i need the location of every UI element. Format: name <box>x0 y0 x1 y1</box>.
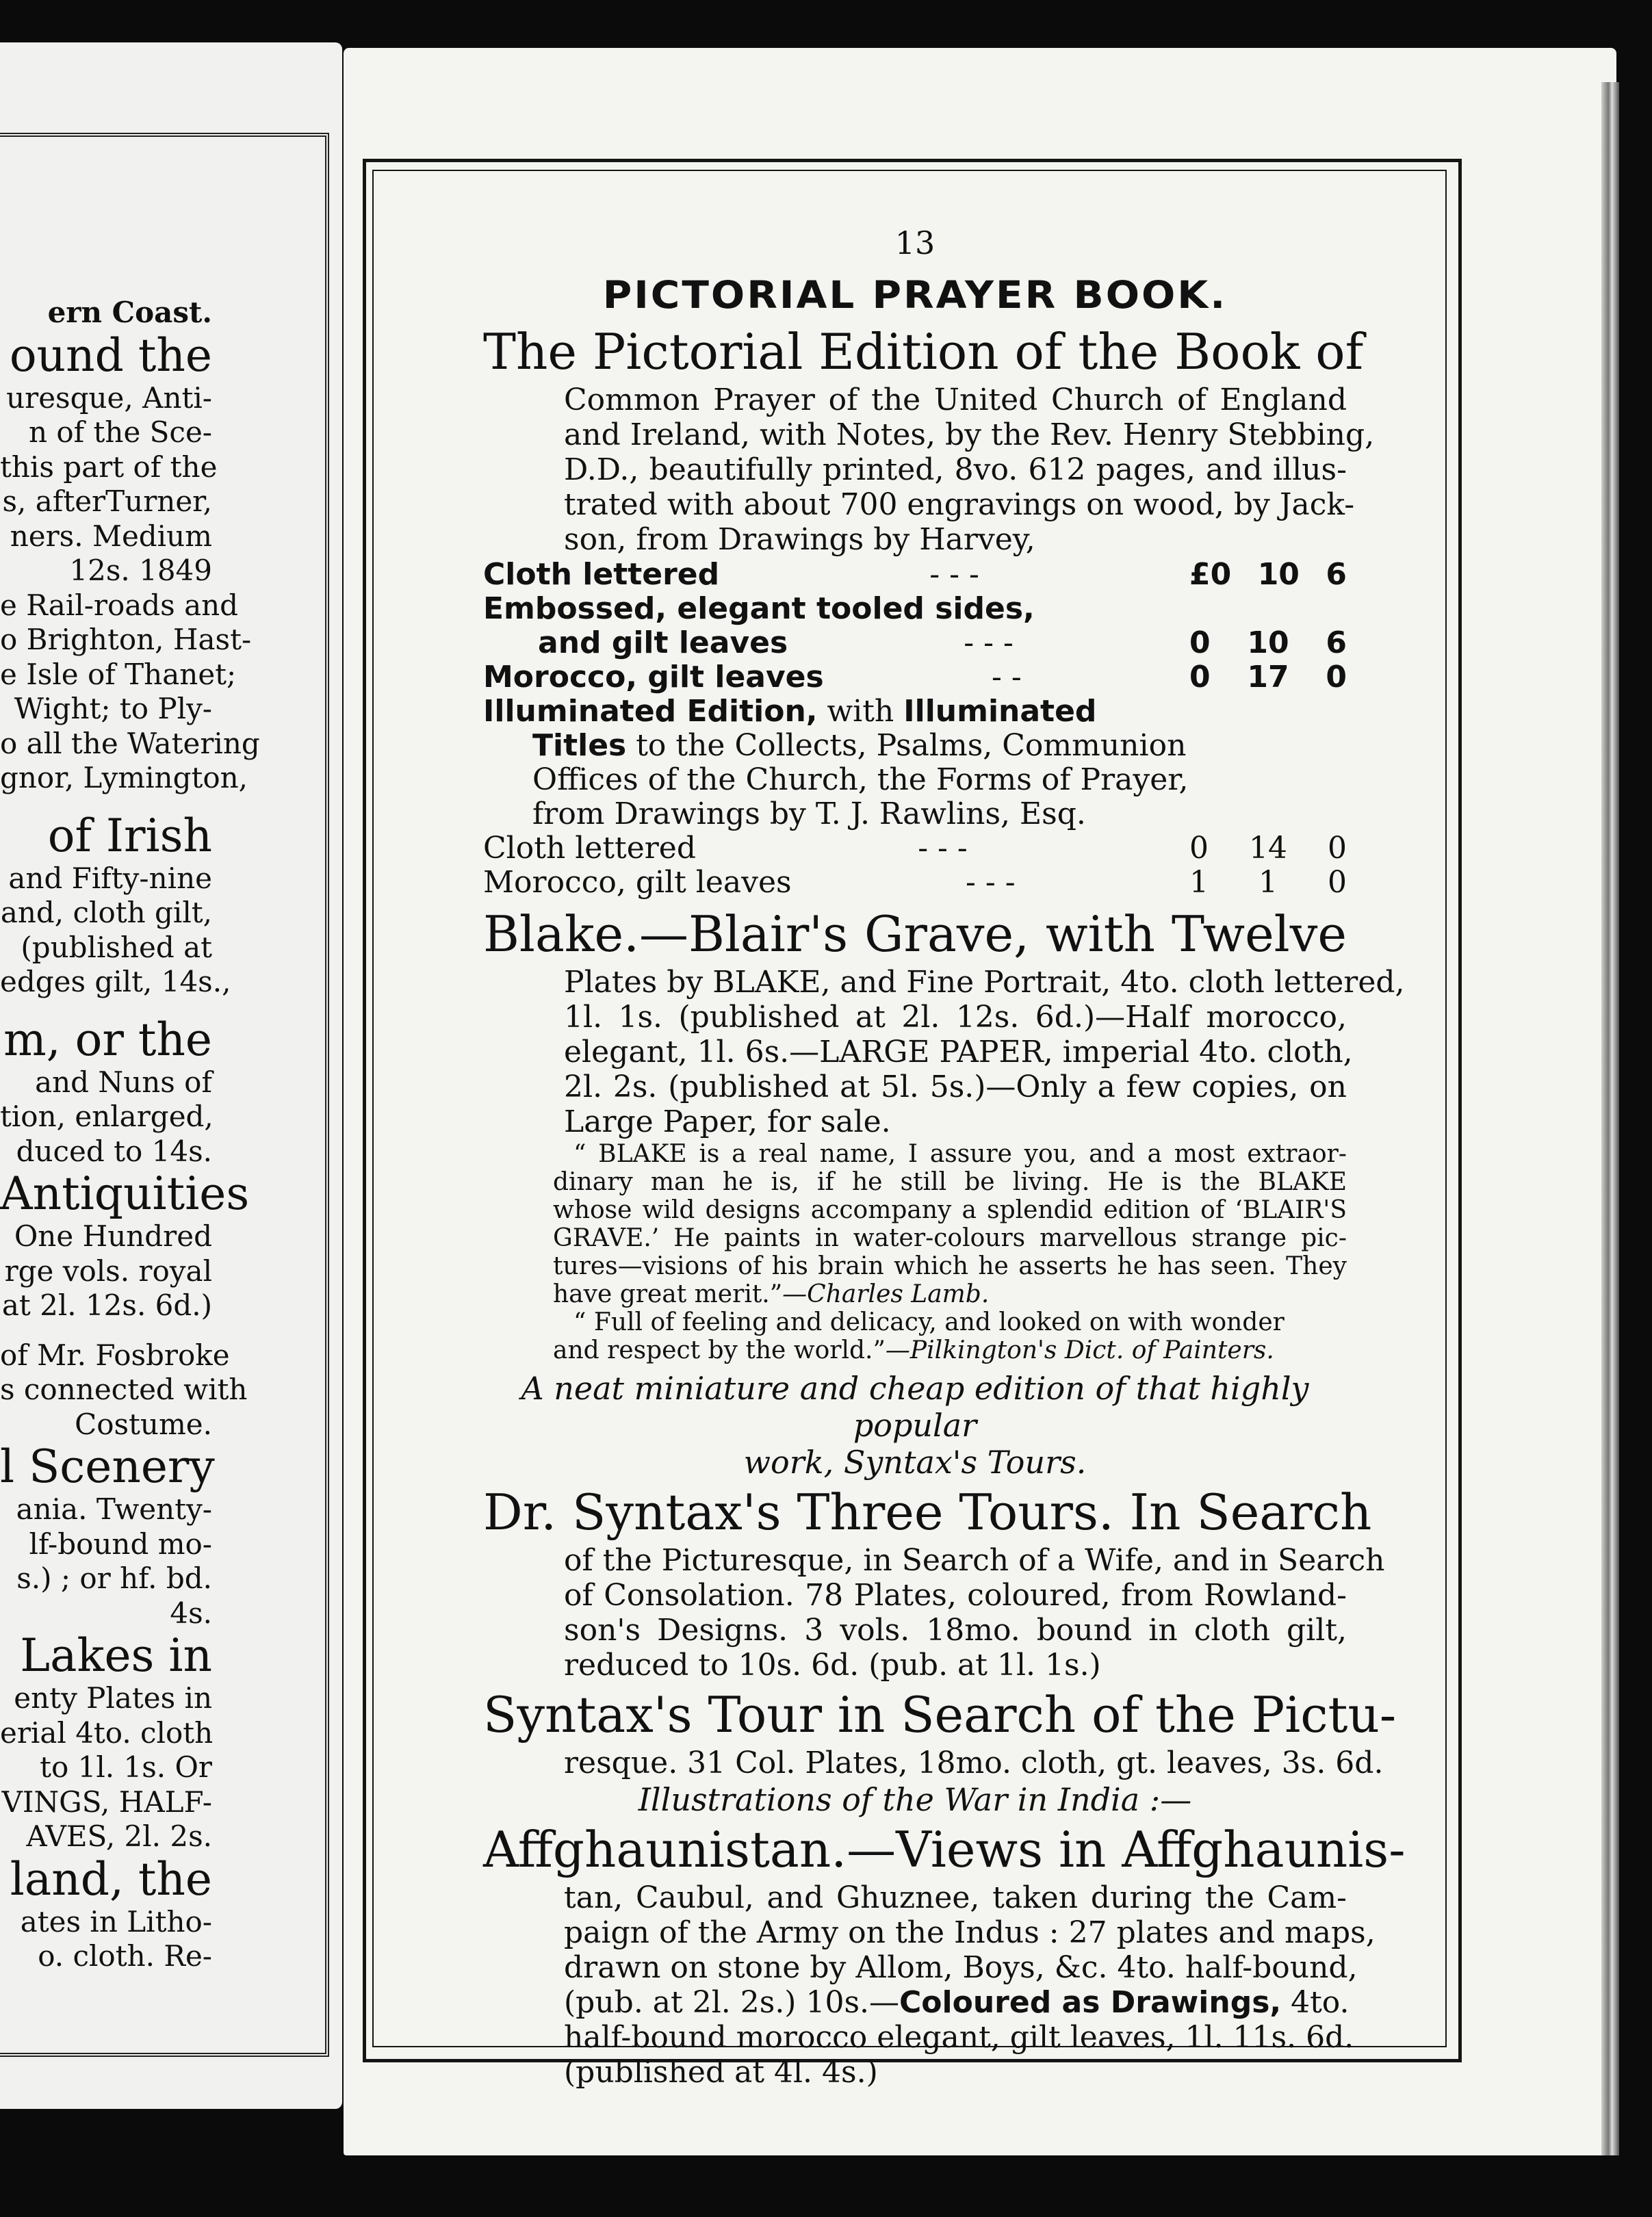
previous-page-line: o all the Watering <box>0 726 260 760</box>
price-row <box>483 831 1347 866</box>
illuminated-text: Offices of the Church, the Forms of Prayer, <box>532 762 1189 797</box>
previous-page-line: m, or the <box>3 1013 212 1066</box>
illuminated-text: to the Collects, Psalms, Communion <box>626 728 1187 763</box>
entry-line: 2l. 2s. (published at 5l. 5s.)—Only a few copies, on <box>564 1069 1347 1104</box>
price-label: Morocco, gilt leaves <box>483 660 824 695</box>
previous-page-line: ners. Medium <box>10 519 212 553</box>
entry-blake-blairs-grave <box>483 903 1405 1364</box>
price-dashes: - - - <box>964 625 1014 660</box>
price-shillings: 1 <box>1259 865 1278 900</box>
previous-page-line: this part of the <box>0 450 218 484</box>
previous-page-line: ound the <box>9 328 212 382</box>
price-pounds: 0 <box>1189 831 1209 866</box>
illuminated-line <box>532 797 1347 831</box>
previous-page-line: uresque, Anti- <box>6 380 212 415</box>
note-syntax <box>483 1370 1347 1481</box>
entry-body <box>483 1880 1376 1986</box>
price-dashes: - - - <box>929 557 979 592</box>
quote-line: dinary man he is, if he still be living. He is the BLAKE <box>553 1168 1347 1196</box>
previous-page-line: n of the Sce- <box>28 415 212 449</box>
entry-title: Blake.—Blair's Grave, with Twelve <box>483 905 1347 963</box>
quote-text: have great merit.” <box>553 1280 783 1308</box>
price-row <box>483 592 1347 626</box>
price-value <box>1189 831 1347 866</box>
price-pence: 0 <box>1328 831 1347 866</box>
quote-line: “ BLAKE is a real name, I assure you, and a most extraor- <box>573 1140 1347 1168</box>
price-value <box>1189 626 1347 660</box>
illuminated-line <box>532 763 1347 797</box>
entry-line: Common Prayer of the United Church of England <box>564 383 1347 417</box>
price-value <box>1189 866 1347 900</box>
previous-page-line: Antiquities <box>0 1167 250 1220</box>
previous-page-line: gnor, Lymington, <box>0 761 248 794</box>
page-edge <box>1601 82 1619 2155</box>
entry-line: tan, Caubul, and Ghuznee, taken during the Cam- <box>564 1880 1347 1915</box>
previous-page-line: edges gilt, 14s., <box>0 965 231 998</box>
previous-page <box>0 42 342 2109</box>
previous-page-line: to 1l. 1s. Or <box>40 1750 212 1784</box>
entry-title: The Pictorial Edition of the Book of <box>483 323 1364 380</box>
illuminated-with: with <box>817 694 904 729</box>
price-dashes: - - - <box>918 831 968 866</box>
page-content <box>483 224 1406 2090</box>
price-pounds: 1 <box>1189 865 1209 900</box>
quote-lamb-last <box>483 1280 1347 1308</box>
illuminated-lead: Illuminated Edition, <box>483 694 818 729</box>
entry-body <box>483 383 1375 558</box>
previous-page-line: One Hundred <box>14 1219 212 1253</box>
previous-page-line: at 2l. 12s. 6d.) <box>1 1288 212 1322</box>
note-line: work, Syntax's Tours. <box>743 1444 1087 1481</box>
illuminated-line <box>532 729 1347 763</box>
previous-page-line: l Scenery <box>0 1440 215 1493</box>
previous-page-line: erial 4to. cloth <box>0 1715 214 1750</box>
previous-page-line: Lakes in <box>20 1629 212 1682</box>
previous-page-line: 12s. 1849 <box>69 554 212 587</box>
price-label: Cloth lettered <box>483 831 696 866</box>
price-label: and gilt leaves <box>538 625 788 660</box>
price-shillings: 17 <box>1247 660 1289 695</box>
illuminated-heading <box>483 695 1347 729</box>
price-dashes: - - <box>991 660 1022 695</box>
previous-page-line <box>0 1000 212 1015</box>
previous-page-line: ern Coast. <box>47 296 212 329</box>
entry-line: elegant, 1l. 6s.—LARGE PAPER, imperial 4to. cloth, <box>564 1035 1353 1069</box>
quote-line: GRAVE.’ He paints in water-colours marvellous strange pic- <box>553 1224 1347 1252</box>
price-list-illuminated <box>483 831 1347 900</box>
entry-body <box>483 2020 1354 2090</box>
entry-body <box>483 1543 1385 1683</box>
price-label: Embossed, elegant tooled sides, <box>483 591 1035 626</box>
previous-page-line: AVES, 2l. 2s. <box>26 1819 212 1853</box>
previous-page-line: ates in Litho- <box>20 1904 212 1939</box>
quote-text: and respect by the world.” <box>553 1336 886 1364</box>
previous-page-line: rge vols. royal <box>4 1254 212 1288</box>
section-headline: PICTORIAL PRAYER BOOK. <box>602 272 1228 317</box>
previous-page-line: of Mr. Fosbroke <box>0 1338 230 1372</box>
entry-line: of the Picturesque, in Search of a Wife, and in Search <box>564 1543 1385 1578</box>
entry-body <box>483 965 1405 1140</box>
entry-line: trated with about 700 engravings on wood, by Jack- <box>564 487 1355 522</box>
previous-page-line: VINGS, HALF- <box>1 1785 212 1819</box>
entry-line: paign of the Army on the Indus : 27 plates and maps, <box>564 1915 1376 1950</box>
price-dashes: - - - <box>966 865 1016 900</box>
previous-page-line: 4s. <box>170 1596 212 1630</box>
previous-page-line: s, afterTurner, <box>2 484 212 518</box>
previous-page-line: s connected with <box>0 1373 248 1406</box>
quote-pilkington <box>483 1308 1347 1364</box>
entry-affghaunistan <box>483 1818 1406 2090</box>
price-row <box>483 660 1347 695</box>
coloured-as-drawings: Coloured as Drawings, <box>899 1985 1282 2020</box>
previous-page-line: lf-bound mo- <box>29 1527 212 1561</box>
previous-page-line: of Irish <box>47 809 212 862</box>
quote-attribution: —Pilkington's Dict. of Painters. <box>885 1336 1274 1364</box>
entry-body <box>483 1746 1384 1781</box>
price-pounds: £0 <box>1189 557 1232 592</box>
entry-line: and Ireland, with Notes, by the Rev. Henry Stebbing, <box>564 417 1375 452</box>
entry-line: son, from Drawings by Harvey, <box>564 522 1035 557</box>
previous-page-line: Costume. <box>75 1407 212 1441</box>
previous-page-line: and, cloth gilt, <box>0 896 212 929</box>
previous-page-line <box>0 796 212 811</box>
price-pounds: 0 <box>1189 625 1211 660</box>
previous-page-line: enty Plates in <box>14 1681 212 1715</box>
price-row <box>483 866 1347 900</box>
entry-line: 1l. 1s. (published at 2l. 12s. 6d.)—Half morocco, <box>564 1000 1347 1035</box>
previous-page-line: land, the <box>10 1852 212 1906</box>
entry-pictorial-prayer-book <box>483 320 1375 900</box>
previous-page-line: ania. Twenty- <box>16 1492 212 1526</box>
illuminated-bold-word: Titles <box>532 728 627 763</box>
entry-title: Dr. Syntax's Three Tours. In Search <box>483 1483 1372 1541</box>
entry-line: (published at 4l. 4s.) <box>564 2055 878 2090</box>
previous-page-line: and Nuns of <box>35 1065 212 1099</box>
note-line: A neat miniature and cheap edition of that highly popular <box>521 1370 1309 1444</box>
quote-attribution: —Charles Lamb. <box>782 1280 990 1308</box>
previous-page-line: o. cloth. Re- <box>38 1939 212 1973</box>
entry-dr-syntax-three-tours <box>483 1481 1385 1683</box>
illuminated-bold: Illuminated <box>903 694 1097 729</box>
previous-page-line: s.) ; or hf. bd. <box>16 1561 212 1595</box>
price-pounds: 0 <box>1189 660 1211 695</box>
price-label: Morocco, gilt leaves <box>483 865 792 900</box>
price-pence: 6 <box>1326 557 1347 592</box>
price-shillings: 10 <box>1257 557 1300 592</box>
price-list <box>483 558 1347 695</box>
entry-title: Affghaunistan.—Views in Affghaunis- <box>483 1821 1406 1878</box>
entry-line: son's Designs. 3 vols. 18mo. bound in cloth gilt, <box>564 1613 1347 1648</box>
price-pence: 6 <box>1326 625 1347 660</box>
price-value <box>1189 558 1347 592</box>
previous-page-line: e Isle of Thanet; <box>0 657 237 691</box>
previous-page-line <box>0 1323 212 1338</box>
previous-page-line: and Fifty-nine <box>8 861 212 895</box>
previous-page-line: (published at <box>21 930 212 964</box>
entry-line: Large Paper, for sale. <box>564 1104 891 1139</box>
price-pence: 0 <box>1328 865 1347 900</box>
entry-line: Plates by BLAKE, and Fine Portrait, 4to. cloth lettered, <box>564 965 1405 1000</box>
illuminated-lines <box>483 729 1347 831</box>
price-row <box>483 558 1347 592</box>
entry-syntax-tour-picturesque <box>483 1683 1397 1781</box>
entry-line: D.D., beautifully printed, 8vo. 612 pages, and illus- <box>564 452 1347 487</box>
previous-page-line: o Brighton, Hast- <box>0 623 252 656</box>
page-number: 13 <box>894 224 935 261</box>
price-shillings: 14 <box>1249 831 1287 866</box>
price-shillings: 10 <box>1247 625 1289 660</box>
quote-line: tures—visions of his brain which he asserts he has seen. They <box>553 1252 1347 1280</box>
quote-line: “ Full of feeling and delicacy, and looked on with wonder <box>573 1308 1285 1336</box>
price-pence: 0 <box>1326 660 1347 695</box>
previous-page-text <box>0 296 260 1974</box>
note-war-in-india: Illustrations of the War in India :— <box>638 1781 1192 1818</box>
previous-page-line: duced to 14s. <box>16 1134 212 1168</box>
illuminated-text: from Drawings by T. J. Rawlins, Esq. <box>532 796 1086 831</box>
entry-body-coloured <box>483 1985 1350 2021</box>
previous-page-line: tion, enlarged, <box>0 1100 214 1133</box>
price-row <box>483 626 1347 660</box>
entry-line: reduced to 10s. 6d. (pub. at 1l. 1s.) <box>564 1648 1101 1683</box>
previous-page-line: e Rail-roads and <box>0 588 239 622</box>
quote-lamb <box>483 1140 1347 1280</box>
entry-line: drawn on stone by Allom, Boys, &c. 4to. half-bound, <box>564 1950 1358 1985</box>
quote-line: whose wild designs accompany a splendid edition of ‘BLAIR'S <box>553 1196 1347 1224</box>
price-label: Cloth lettered <box>483 557 720 592</box>
previous-page-line: Wight; to Ply- <box>14 692 212 725</box>
entry-line: half-bound morocco elegant, gilt leaves, 1l. 11s. 6d. <box>564 2020 1354 2055</box>
entry-line: resque. 31 Col. Plates, 18mo. cloth, gt. leaves, 3s. 6d. <box>564 1746 1384 1780</box>
entry-text: 4to. <box>1281 1985 1350 2020</box>
entry-line: of Consolation. 78 Plates, coloured, from Rowland- <box>564 1578 1347 1613</box>
entry-text: (pub. at 2l. 2s.) 10s.— <box>564 1985 900 2020</box>
price-value <box>1189 660 1347 695</box>
entry-title: Syntax's Tour in Search of the Pictu- <box>483 1686 1397 1743</box>
